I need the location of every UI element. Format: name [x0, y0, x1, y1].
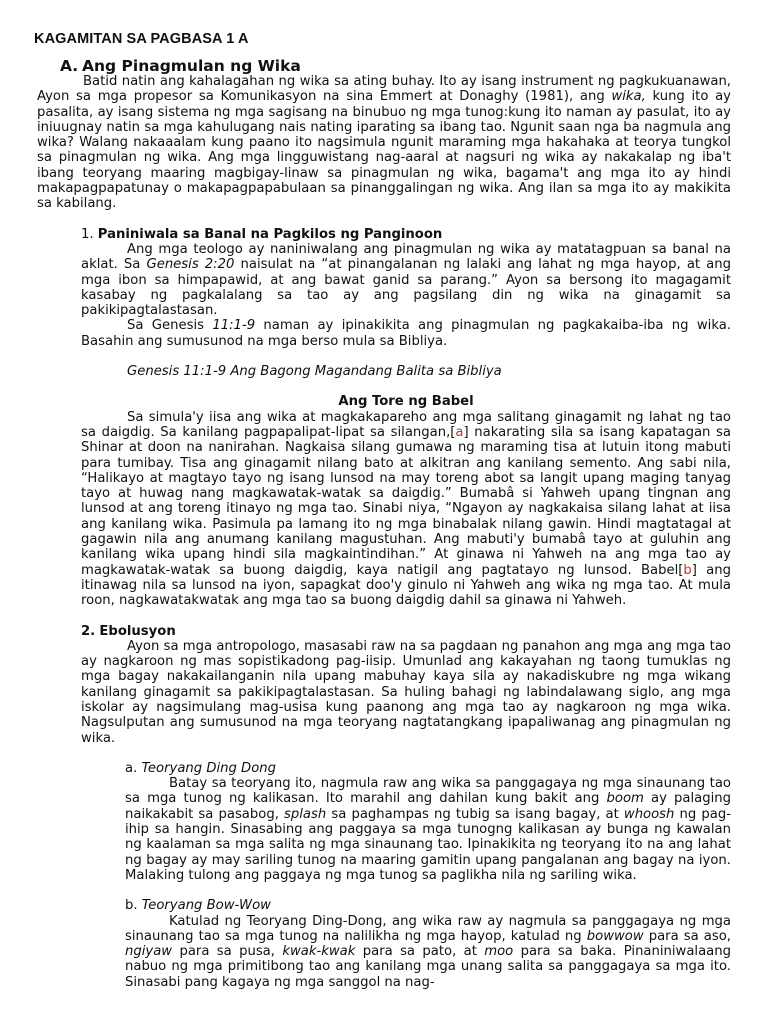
spacer [37, 349, 731, 364]
intro-paragraph [37, 74, 731, 212]
intro-text-1: Batid natin ang kahalagahan ng wika sa ating buhay. Ito ay isang instrument ng pagkukuanawan, Ayon sa mga propesor sa Komunikasyon na sina Emmert at Donaghy (1981), ang [37, 74, 731, 105]
footnote-link-b[interactable]: b [683, 562, 692, 578]
term-bowwow: bowwow [586, 928, 644, 944]
item1-p2-text-a: Sa Genesis [127, 318, 213, 334]
story-title: Ang Tore ng Babel [338, 394, 474, 410]
item2-heading [81, 624, 731, 639]
spacer [37, 212, 731, 227]
theory-a-title: Teoryang Ding Dong [141, 760, 277, 776]
theory-b-text-5: para sa baka. Pinaniniwalaang nabuo ng mga primitibong tao ang kanilang mga unang salita sa panggagaya sa mga ito. Sinasabi pang kagaya ng mga sanggol na nag- [125, 944, 731, 990]
theory-a-text-2: ay palaging naikakabit sa pasabog, [125, 791, 731, 822]
item2-paragraph: Ayon sa mga antropologo, masasabi raw na sa pagdaan ng panahon ang mga ang mga tao ay nagkaroon ng mas sopistikadong pag-iisip. Umunlad ang kakayahan ng taong tumuklas ng mga bagay nakakailanganin nila upang mabuhay kaya sila ay nakadiskubre ng mga wikang kanilang ginagamit sa pakikipagtalastasan. Sa huling bahagi ng labindalawang siglo, ang mga iskolar ay nagsimulang mag-usisa kung paanong ang mga tao ay nagkaroon ng mga wika. Nagsulputan ang sumusunod na mga teoryang nagtatangkang ipapaliwanag ang pinagmulan ng wika. [81, 638, 731, 746]
term-boom: boom [606, 791, 644, 807]
item2-number: 2. [81, 623, 96, 639]
item1-p2-text-b: naman ay ipinakikita ang pinagmulan ng pagkakaiba-iba ng wika. Basahin ang sumusunod na mga berso mula sa Bibliya. [81, 318, 731, 349]
theory-b-text-4: para sa pato, at [355, 944, 485, 960]
spacer [37, 883, 731, 898]
spacer [37, 746, 731, 761]
theory-a-heading [125, 761, 731, 776]
item1-genesis-ref: Genesis 2:20 [146, 257, 235, 273]
term-moo: moo [484, 944, 514, 960]
item2-title: Ebolusyon [99, 623, 176, 639]
spacer [37, 609, 731, 624]
intro-text-2: kung ito ay pasalita, ay isang sistema ng mga sagisang na binubuo ng mga tunog:kung ito naman ay pasulat, ito ay iniuugnay natin sa mga kahulugang nais nating iparating sa ibang tao. Ngunit saan nga ba nagmula ang wika? Walang nakaaalam kung paano ito nagsimula ngunit maraming mga hakahaka at teorya tungkol sa pinagmulan ng wika. Ang mga lingguwistang nag-aaral at nagsuri ng wika ay nakakalap ng iba't ibang teoryang maaring magbigay-linaw sa pinagmulan ng wika, bagama't ang mga ito ay hindi makapagpapatunay o makapagpapabulaan sa pinanggalingan ng wika. Ang ilan sa mga ito ay makikita sa kabilang. [37, 89, 731, 212]
theory-b-text-2: para sa aso, [643, 928, 731, 944]
theory-b-title: Teoryang Bow-Wow [141, 898, 271, 914]
theory-b-paragraph [125, 914, 731, 990]
intro-wika-term: wika, [611, 89, 646, 105]
item1-p1-text-a: Ang mga teologo ay naniniwalang ang pinagmulan ng wika ay matatagpuan sa banal na aklat. Sa [81, 241, 731, 273]
theory-b-text-3: para sa pusa, [172, 944, 283, 960]
term-splash: splash [284, 806, 327, 822]
section-a-title: Ang Pinagmulan ng Wika [82, 57, 301, 75]
item1-heading [81, 227, 731, 242]
item1-number: 1. [81, 226, 94, 242]
theory-a-text-3: sa paghampas ng tubig sa isang bagay, at [326, 806, 624, 822]
document-header: KAGAMITAN SA PAGBASA 1 A [34, 31, 249, 47]
item1-p1-text-b: naisulat na “at pinangalanan ng lalaki ang lahat ng mga hayop, at ang mga ibon sa himpapawid, at ang bawat ganid sa parang.” Ayon sa bersong ito magagamit kasabay ng pagkalalang sa tao ay ang pagsilang din ng wika na ginagamit sa pakikipagtalastasan. [81, 257, 731, 319]
story-paragraph [81, 410, 731, 609]
spacer [37, 379, 731, 394]
item1-verse-ref: 11:1-9 [212, 318, 256, 334]
section-a-heading [60, 57, 301, 75]
term-kwak-kwak: kwak-kwak [282, 944, 356, 960]
story-text-b: ] nakarating sila sa isang kapatagan sa Shinar at doon na nanirahan. Nagkaisa silang gumawa ng maraming tisa at lutuin itong mabuti para tumibay. Tisa ang ginagamit nilang bato at alkitran ang kanilang semento. Ang sabi nila, “Halikayo at magtayo tayo ng isang lunsod na may toreng abot sa langit upang maging tanyag tayo at huwag nang magkawatak-watak sa daigdig.” Bumabâ si Yahweh upang tingnan ang lunsod at ang toreng itinayo ng mga tao. Sinabi niya, “Ngayon ay nagkakaisa silang lahat at iisa ang kanilang wika. Pasimula pa lamang ito ng mga binabalak nilang gawin. Hindi magtatagal at gagawin nila ang anumang kanilang magustuhan. Ang mabuti'y bumabâ tayo at guluhin ang kanilang wika upang hindi sila magkaintindihan.” At ginawa ni Yahweh na ang mga tao ay magkawatak-watak sa buong daigdig, kaya natigil ang pagtatayo ng lunsod. Babel[ [81, 424, 731, 578]
item1-paragraph-2 [81, 318, 731, 349]
footnote-link-a[interactable]: a [455, 424, 464, 440]
theory-a-text-1: Batay sa teoryang ito, nagmula raw ang wika sa panggagaya ng mga sinaunang tao sa mga tunog ng kalikasan. Ito marahil ang dahilan kung bakit ang [125, 776, 731, 807]
document-body [37, 74, 731, 990]
term-whoosh: whoosh [623, 806, 675, 822]
theory-a-text-4: ng pag-ihip sa hangin. Sinasabing ang paggaya sa mga tunogng kalikasan ay bunga ng kawalan ng kaalaman sa mga salita ng mga sinaunang tao. Ipinakikita ng teoryang ito na ang lahat ng bagay ay may sariling tunog na maaring gamitin upang pangalanan ang bagay na iyon. Malaking tulong ang paggaya ng mga tunog sa paglikha nila ng sariling wika. [125, 806, 731, 883]
item1-title: Paniniwala sa Banal na Pagkilos ng Panginoon [97, 226, 443, 242]
theory-a-label: a. [125, 760, 138, 776]
item1-paragraph-1 [81, 242, 731, 318]
theory-b-heading [125, 898, 731, 913]
theory-b-text-1: Katulad ng Teoryang Ding-Dong, ang wika raw ay nagmula sa panggagaya ng mga sinaunang tao sa mga tunog na nalilikha ng mga hayop, katulad ng [125, 913, 731, 944]
term-ngiyaw: ngiyaw [125, 944, 173, 960]
section-a-number: A. [60, 57, 79, 75]
story-text-a: Sa simula'y iisa ang wika at magkakapareho ang mga salitang ginagamit ng lahat ng tao sa daigdig. Sa kanilang pagpapalipat-lipat sa silangan,[ [81, 409, 731, 440]
theory-a-paragraph [125, 776, 731, 883]
scripture-caption: Genesis 11:1-9 Ang Bagong Magandang Balita sa Bibliya [127, 364, 502, 380]
theory-b-label: b. [125, 898, 138, 914]
story-text-c: ] ang itinawag nila sa lunsod na iyon, sapagkat doo'y ginulo ni Yahweh ang wika ng mga tao. At mula roon, nagkawatakwatak ang mga tao sa buong daigdig dahil sa ginawa ni Yahweh. [81, 562, 731, 609]
